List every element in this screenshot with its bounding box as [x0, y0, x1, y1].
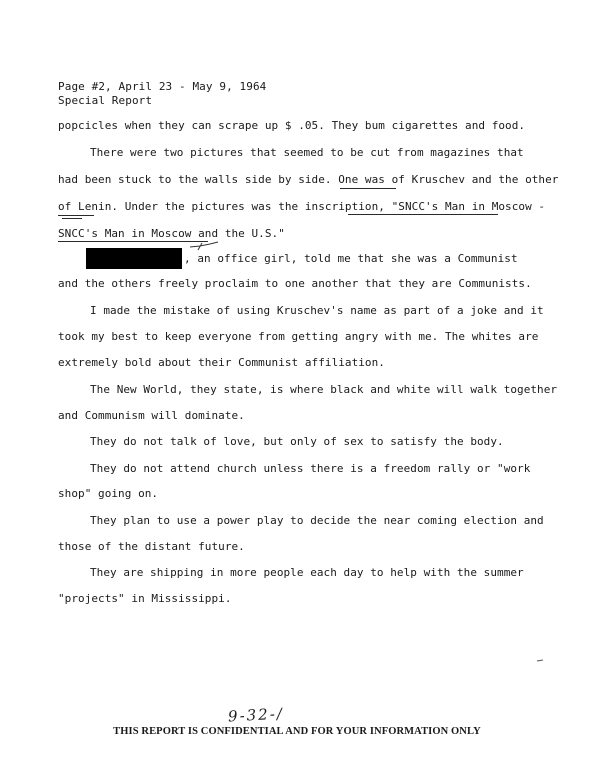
handwritten-underline: [62, 218, 82, 219]
report-header-page-date: Page #2, April 23 - May 9, 1964: [58, 80, 267, 93]
paragraph-first-line: They are shipping in more people each day to help with the summer: [90, 566, 524, 579]
body-line: and Communism will dominate.: [58, 409, 245, 422]
handwritten-underline: [340, 188, 396, 189]
confidentiality-footer: THIS REPORT IS CONFIDENTIAL AND FOR YOUR INFORMATION ONLY: [113, 726, 481, 737]
handwritten-file-number: 9-32-/: [227, 704, 285, 726]
body-line: shop" going on.: [58, 487, 159, 500]
body-line: had been stuck to the walls side by side. One was of Kruschev and the other: [58, 173, 559, 186]
handwritten-check-mark: [188, 238, 220, 252]
paragraph-first-line: , an office girl, told me that she was a Communist: [184, 252, 518, 265]
redaction-bar: [86, 248, 182, 269]
paragraph-first-line: I made the mistake of using Kruschev's name as part of a joke and it: [90, 304, 544, 317]
report-header-type: Special Report: [58, 94, 153, 107]
paragraph-first-line: There were two pictures that seemed to be cut from magazines that: [90, 146, 524, 159]
stray-ink-mark: [536, 658, 544, 664]
paragraph-first-line: They do not talk of love, but only of sex to satisfy the body.: [90, 435, 504, 448]
body-line: and the others freely proclaim to one another that they are Communists.: [58, 277, 532, 290]
paragraph-first-line: The New World, they state, is where black and white will walk together: [90, 383, 558, 396]
paragraph-first-line: They plan to use a power play to decide the near coming election and: [90, 514, 544, 527]
body-line: those of the distant future.: [58, 540, 245, 553]
body-line: of Lenin. Under the pictures was the inscription, "SNCC's Man in Moscow -: [58, 200, 546, 213]
body-line: took my best to keep everyone from getting angry with me. The whites are: [58, 330, 539, 343]
handwritten-underline: [58, 241, 208, 242]
body-line: popcicles when they can scrape up $ .05. They bum cigarettes and food.: [58, 119, 526, 132]
body-line: "projects" in Mississippi.: [58, 592, 232, 605]
paragraph-first-line: They do not attend church unless there is a freedom rally or "work: [90, 462, 531, 475]
body-line: extremely bold about their Communist affiliation.: [58, 356, 385, 369]
handwritten-underline: [58, 215, 94, 216]
body-line: SNCC's Man in Moscow and the U.S.": [58, 227, 285, 240]
handwritten-underline: [348, 214, 498, 215]
